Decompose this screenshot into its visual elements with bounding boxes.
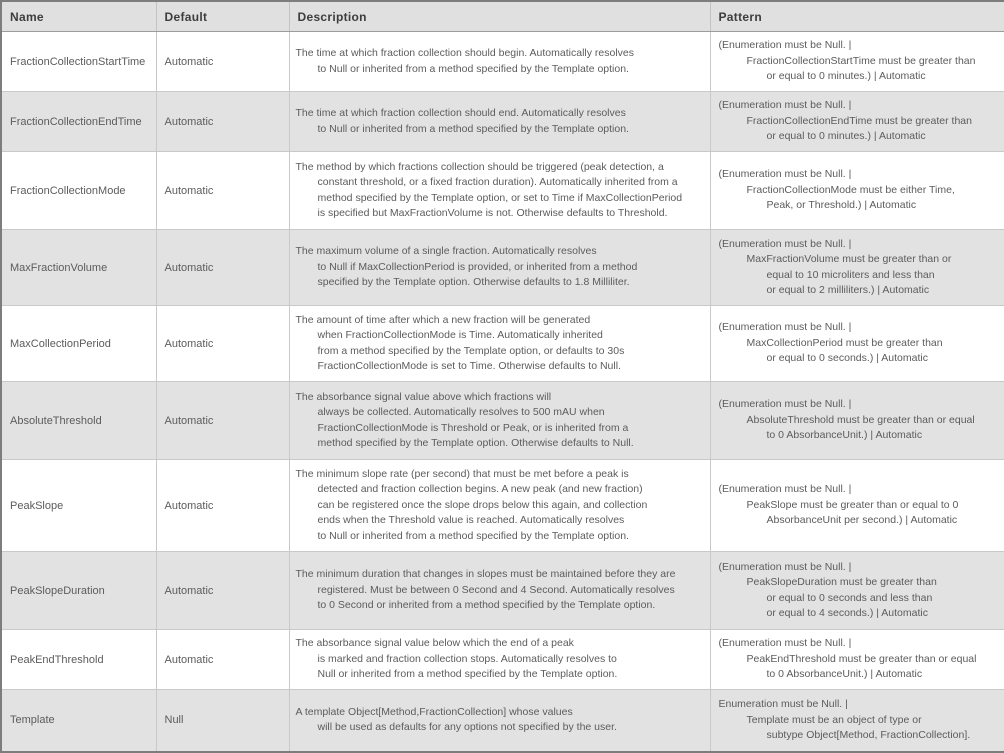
option-default: Automatic [156, 306, 289, 382]
option-default: Automatic [156, 630, 289, 690]
pattern-line: Template must be an object of type or [746, 713, 922, 726]
pattern-line: subtype Object[Method, FractionCollection]. [766, 729, 971, 741]
pattern-line: PeakSlopeDuration must be greater than [746, 576, 937, 588]
option-name: FractionCollectionEndTime [1, 92, 156, 152]
pattern-line: or equal to 0 seconds and less than [766, 591, 933, 604]
option-name: MaxCollectionPeriod [1, 306, 156, 382]
pattern-line: FractionCollectionStartTime must be greater than [746, 54, 976, 67]
table-row [1, 92, 1004, 152]
description-line: to Null or inherited from a method specified by the Template option. [317, 529, 629, 542]
option-description [289, 690, 710, 752]
pattern-line: PeakEndThreshold must be greater than or equal [746, 652, 977, 665]
option-pattern [710, 460, 1004, 552]
table-row [1, 32, 1004, 92]
pattern-line: or equal to 0 minutes.) | Automatic [766, 130, 926, 143]
option-description [289, 630, 710, 690]
option-name: PeakSlopeDuration [1, 552, 156, 630]
option-description [289, 306, 710, 382]
pattern-line: AbsoluteThreshold must be greater than or equal [746, 413, 975, 426]
column-header-name: Name [1, 1, 156, 32]
description-line: to Null if MaxCollectionPeriod is provided, or inherited from a method [317, 260, 638, 273]
description-line: The method by which fractions collection should be triggered (peak detection, a [295, 160, 664, 173]
option-description [289, 382, 710, 460]
description-line: registered. Must be between 0 Second and 4 Second. Automatically resolves [317, 583, 675, 596]
description-line: to Null or inherited from a method specified by the Template option. [317, 62, 629, 75]
option-default: Automatic [156, 92, 289, 152]
pattern-line: (Enumeration must be Null. | [718, 637, 852, 650]
table-row [1, 230, 1004, 306]
pattern-line: to 0 AbsorbanceUnit.) | Automatic [766, 668, 923, 681]
option-name: PeakEndThreshold [1, 630, 156, 690]
option-pattern [710, 630, 1004, 690]
pattern-line: FractionCollectionEndTime must be greater than [746, 114, 972, 127]
option-name: FractionCollectionMode [1, 152, 156, 230]
description-line: ends when the Threshold value is reached. Automatically resolves [317, 514, 625, 527]
option-description [289, 92, 710, 152]
option-pattern [710, 92, 1004, 152]
table-row [1, 460, 1004, 552]
description-line: when FractionCollectionMode is Time. Automatically inherited [317, 329, 603, 341]
pattern-line: MaxFractionVolume must be greater than or [746, 253, 952, 265]
column-header-description: Description [289, 1, 710, 32]
description-line: The time at which fraction collection should begin. Automatically resolves [295, 47, 635, 59]
pattern-line: (Enumeration must be Null. | [718, 560, 852, 573]
option-name: Template [1, 690, 156, 752]
table-body [1, 32, 1004, 752]
option-pattern [710, 382, 1004, 460]
description-line: The minimum slope rate (per second) that must be met before a peak is [295, 467, 629, 480]
pattern-line: Enumeration must be Null. | [718, 698, 848, 710]
description-line: is marked and fraction collection stops. Automatically resolves to [317, 652, 617, 665]
pattern-line: (Enumeration must be Null. | [718, 237, 852, 250]
description-line: FractionCollectionMode is Threshold or Peak, or is inherited from a [317, 421, 629, 434]
option-description [289, 230, 710, 306]
column-header-pattern: Pattern [710, 1, 1004, 32]
pattern-line: equal to 10 microliters and less than [766, 268, 935, 281]
option-name: MaxFractionVolume [1, 230, 156, 306]
description-line: The amount of time after which a new fraction will be generated [295, 313, 591, 326]
description-line: Null or inherited from a method specified by the Template option. [317, 668, 618, 681]
pattern-line: (Enumeration must be Null. | [718, 99, 852, 112]
table-row [1, 552, 1004, 630]
option-pattern [710, 152, 1004, 230]
header-row [1, 1, 1004, 32]
table-row [1, 382, 1004, 460]
description-line: method specified by the Template option. Otherwise defaults to Null. [317, 437, 634, 449]
option-pattern [710, 32, 1004, 92]
description-line: to Null or inherited from a method specified by the Template option. [317, 122, 629, 135]
table-row [1, 306, 1004, 382]
pattern-line: (Enumeration must be Null. | [718, 39, 852, 52]
pattern-line: (Enumeration must be Null. | [718, 398, 852, 411]
pattern-line: or equal to 2 milliliters.) | Automatic [766, 284, 930, 296]
column-header-default: Default [156, 1, 289, 32]
option-description [289, 32, 710, 92]
description-line: always be collected. Automatically resolves to 500 mAU when [317, 406, 605, 418]
description-line: can be registered once the slope drops below this again, and collection [317, 498, 648, 511]
description-line: from a method specified by the Template option, or defaults to 30s [317, 344, 625, 357]
pattern-line: or equal to 0 minutes.) | Automatic [766, 70, 926, 83]
option-default: Automatic [156, 152, 289, 230]
pattern-line: (Enumeration must be Null. | [718, 321, 852, 334]
option-default: Null [156, 690, 289, 752]
description-line: The time at which fraction collection should end. Automatically resolves [295, 107, 626, 119]
pattern-line: (Enumeration must be Null. | [718, 483, 852, 496]
description-line: will be used as defaults for any options not specified by the user. [317, 721, 617, 734]
table-row [1, 690, 1004, 752]
option-description [289, 552, 710, 630]
option-default: Automatic [156, 552, 289, 630]
option-default: Automatic [156, 32, 289, 92]
option-name: PeakSlope [1, 460, 156, 552]
description-line: specified by the Template option. Otherwise defaults to 1.8 Milliliter. [317, 276, 630, 289]
description-line: The absorbance signal value above which fractions will [295, 390, 552, 403]
description-line: A template Object[Method,FractionCollection] whose values [295, 705, 573, 718]
option-pattern [710, 690, 1004, 752]
description-line: to 0 Second or inherited from a method specified by the Template option. [317, 599, 656, 612]
pattern-line: Peak, or Threshold.) | Automatic [766, 199, 917, 212]
description-line: is specified but MaxFractionVolume is not. Otherwise defaults to Threshold. [317, 207, 668, 219]
option-default: Automatic [156, 382, 289, 460]
option-description [289, 152, 710, 230]
table-row [1, 630, 1004, 690]
pattern-line: or equal to 4 seconds.) | Automatic [766, 607, 928, 619]
option-description [289, 460, 710, 552]
pattern-line: AbsorbanceUnit per second.) | Automatic [766, 514, 958, 527]
pattern-line: (Enumeration must be Null. | [718, 168, 852, 181]
pattern-line: to 0 AbsorbanceUnit.) | Automatic [766, 429, 923, 442]
description-line: The maximum volume of a single fraction. Automatically resolves [295, 245, 597, 258]
description-line: The absorbance signal value below which the end of a peak [295, 637, 574, 650]
option-pattern [710, 306, 1004, 382]
pattern-line: FractionCollectionMode must be either Time, [746, 183, 955, 196]
option-default: Automatic [156, 230, 289, 306]
option-pattern [710, 552, 1004, 630]
description-line: The minimum duration that changes in slopes must be maintained before they are [295, 568, 676, 581]
option-pattern [710, 230, 1004, 306]
option-default: Automatic [156, 460, 289, 552]
pattern-line: PeakSlope must be greater than or equal to 0 [746, 498, 959, 511]
option-name: AbsoluteThreshold [1, 382, 156, 460]
pattern-line: or equal to 0 seconds.) | Automatic [766, 352, 928, 365]
pattern-line: MaxCollectionPeriod must be greater than [746, 336, 943, 349]
description-line: method specified by the Template option, or set to Time if MaxCollectionPeriod [317, 191, 683, 204]
description-line: FractionCollectionMode is set to Time. Otherwise defaults to Null. [317, 360, 621, 372]
option-name: FractionCollectionStartTime [1, 32, 156, 92]
description-line: detected and fraction collection begins. A new peak (and new fraction) [317, 483, 643, 496]
table-row [1, 152, 1004, 230]
description-line: constant threshold, or a fixed fraction duration). Automatically inherited from a [317, 176, 678, 188]
